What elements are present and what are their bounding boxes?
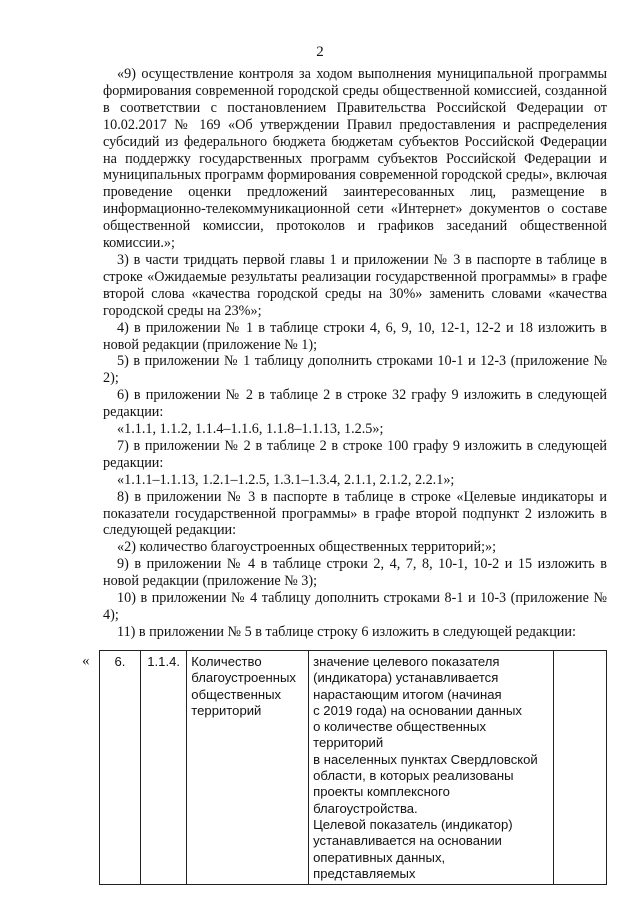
method-line: о количестве общественных территорий [313, 719, 486, 751]
method-line: устанавливается на основании [313, 833, 502, 849]
method-line: проекты комплексного благоустройства. [313, 784, 450, 816]
paragraph-7-value: «1.1.1–1.1.13, 1.2.1–1.2.5, 1.3.1–1.3.4, 2.1.1, 2.1.2, 2.2.1»; [117, 471, 455, 488]
row-number-cell: 6. [100, 651, 141, 885]
paragraph-8-value: «2) количество благоустроенных общественных территорий;»; [117, 539, 497, 556]
method-line: оперативных данных, представляемых [313, 849, 446, 881]
method-line: Целевой показатель (индикатор) [313, 816, 513, 832]
paragraph-8: 8) в приложении № 3 в паспорте в таблице в строке «Целевые индикаторы и показатели государственной программы» в графе второй подпункт 2 изложить в следующей редакции: [103, 488, 607, 539]
indicator-code-cell: 1.1.4. [140, 651, 186, 885]
method-line: (индикатора) устанавливается [313, 670, 499, 686]
document-body [103, 66, 607, 641]
method-line: с 2019 года) на основании данных [313, 702, 522, 718]
paragraph-10: 10) в приложении № 4 таблицу дополнить строками 8-1 и 10-3 (приложение № 4); [103, 590, 607, 623]
indicator-name-cell: Количество благоустроенных общественных территорий [187, 651, 309, 885]
table-row [100, 651, 607, 885]
calculation-method-cell [309, 651, 554, 885]
paragraph-9: «9) осуществление контроля за ходом выполнения муниципальной программы формирования современной городской среды общественной комиссией, созданной в соответствии с постановлением Правительства Российской Федерации от 10.02.2017 № 169 «Об утверждении Правил предоставления и распределения субсидий из федерального бюджета бюджетам субъектов Российской Федерации на поддержку государственных программ субъектов Российской Федерации и муниципальных программ формирования современной городской среды», включая проведение оценки предложений заинтересованных лиц, размещение в информационно-телекоммуникационной сети «Интернет» документов о составе общественной комиссии, протоколов и графиков заседаний общественной комиссии.»; [103, 66, 607, 252]
paragraph-3: 3) в части тридцать первой главы 1 и приложении № 3 в паспорте в таблице в строке «Ожидаемые результаты реализации государственной программы» в графе второй слова «качества городской среды на 30%» заменить словами «качества городской среды на 23%»; [103, 251, 607, 319]
table-opening-quote: « [82, 653, 90, 669]
paragraph-11: 11) в приложении № 5 в таблице строку 6 изложить в следующей редакции: [117, 623, 576, 640]
indicator-table [99, 650, 607, 885]
paragraph-9-amend: 9) в приложении № 4 в таблице строки 2, 4, 7, 8, 10-1, 10-2 и 15 изложить в новой редакции (приложение № 3); [103, 556, 607, 590]
paragraph-6-value: «1.1.1, 1.1.2, 1.1.4–1.1.6, 1.1.8–1.1.13, 1.2.5»; [117, 421, 384, 438]
method-line: области, в которых реализованы [313, 768, 514, 784]
paragraph-7: 7) в приложении № 2 в таблице 2 в строке 100 графу 9 изложить в следующей редакции: [103, 437, 607, 471]
paragraph-4: 4) в приложении № 1 в таблице строки 4, 6, 9, 10, 12-1, 12-2 и 18 изложить в новой редакции (приложение № 1); [103, 319, 607, 353]
method-line: значение целевого показателя [313, 654, 500, 669]
paragraph-6: 6) в приложении № 2 в таблице 2 в строке 32 графу 9 изложить в следующей редакции: [103, 387, 607, 421]
empty-cell [554, 651, 607, 885]
method-line: в населенных пунктах Свердловской [313, 751, 538, 767]
page-number: 2 [316, 44, 324, 60]
paragraph-5: 5) в приложении № 1 таблицу дополнить строками 10-1 и 12-3 (приложение № 2); [103, 353, 607, 387]
method-line: нарастающим итогом (начиная [313, 686, 502, 702]
